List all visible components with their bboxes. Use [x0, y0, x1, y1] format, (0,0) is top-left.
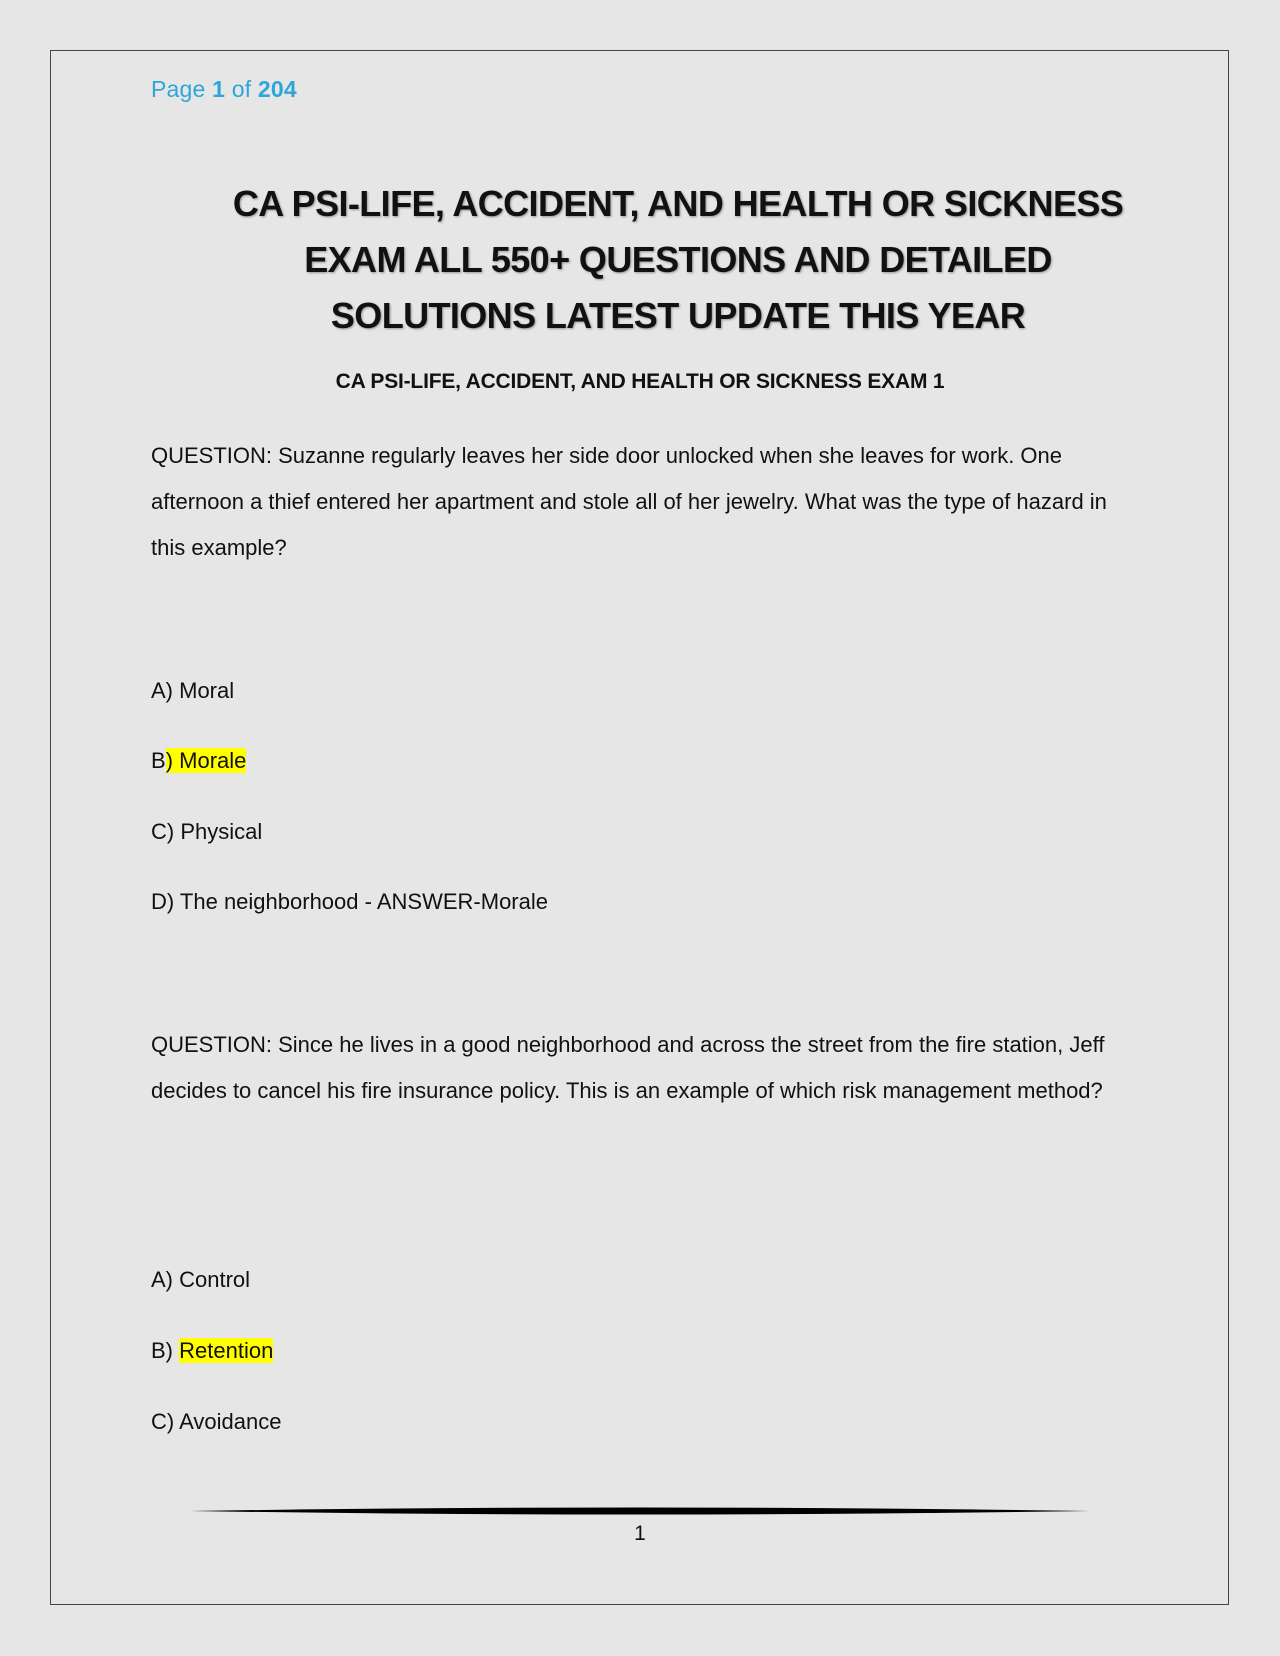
footer-divider [190, 1505, 1090, 1517]
title-line-1: CA PSI-LIFE, ACCIDENT, AND HEALTH OR SICKNESS [232, 183, 1124, 224]
answer-highlight: Retention [179, 1338, 274, 1363]
question-1-option-b: B) Morale [151, 748, 247, 773]
page-counter [151, 76, 297, 103]
of-word: of [231, 76, 252, 102]
question-2-option-c: C) Avoidance [151, 1409, 282, 1434]
answer-highlight: ) Morale [165, 748, 247, 773]
page-current: 1 [212, 76, 226, 102]
question-1-text: QUESTION: Suzanne regularly leaves her side door unlocked when she leaves for work. One afternoon a thief entered her apartment and stole all of her jewelry. What was the type of hazard in this example? [151, 443, 1107, 560]
question-1-option-c: C) Physical [151, 819, 263, 844]
document-title [200, 176, 1156, 344]
page-word: Page [151, 76, 206, 102]
question-1-option-d: D) The neighborhood - ANSWER-Morale [151, 889, 548, 914]
section-subtitle: CA PSI-LIFE, ACCIDENT, AND HEALTH OR SICKNESS EXAM 1 [335, 370, 945, 393]
title-line-3: SOLUTIONS LATEST UPDATE THIS YEAR [330, 295, 1026, 336]
page-total: 204 [257, 76, 297, 102]
question-1-option-a: A) Moral [151, 678, 235, 703]
title-line-2: EXAM ALL 550+ QUESTIONS AND DETAILED [304, 239, 1052, 280]
question-2-option-b: B) Retention [151, 1338, 274, 1363]
footer-page-number: 1 [634, 1522, 646, 1545]
question-2-text: QUESTION: Since he lives in a good neighborhood and across the street from the fire station, Jeff decides to cancel his fire insurance policy. This is an example of which risk management method? [151, 1032, 1105, 1103]
question-2-option-a: A) Control [151, 1267, 251, 1292]
